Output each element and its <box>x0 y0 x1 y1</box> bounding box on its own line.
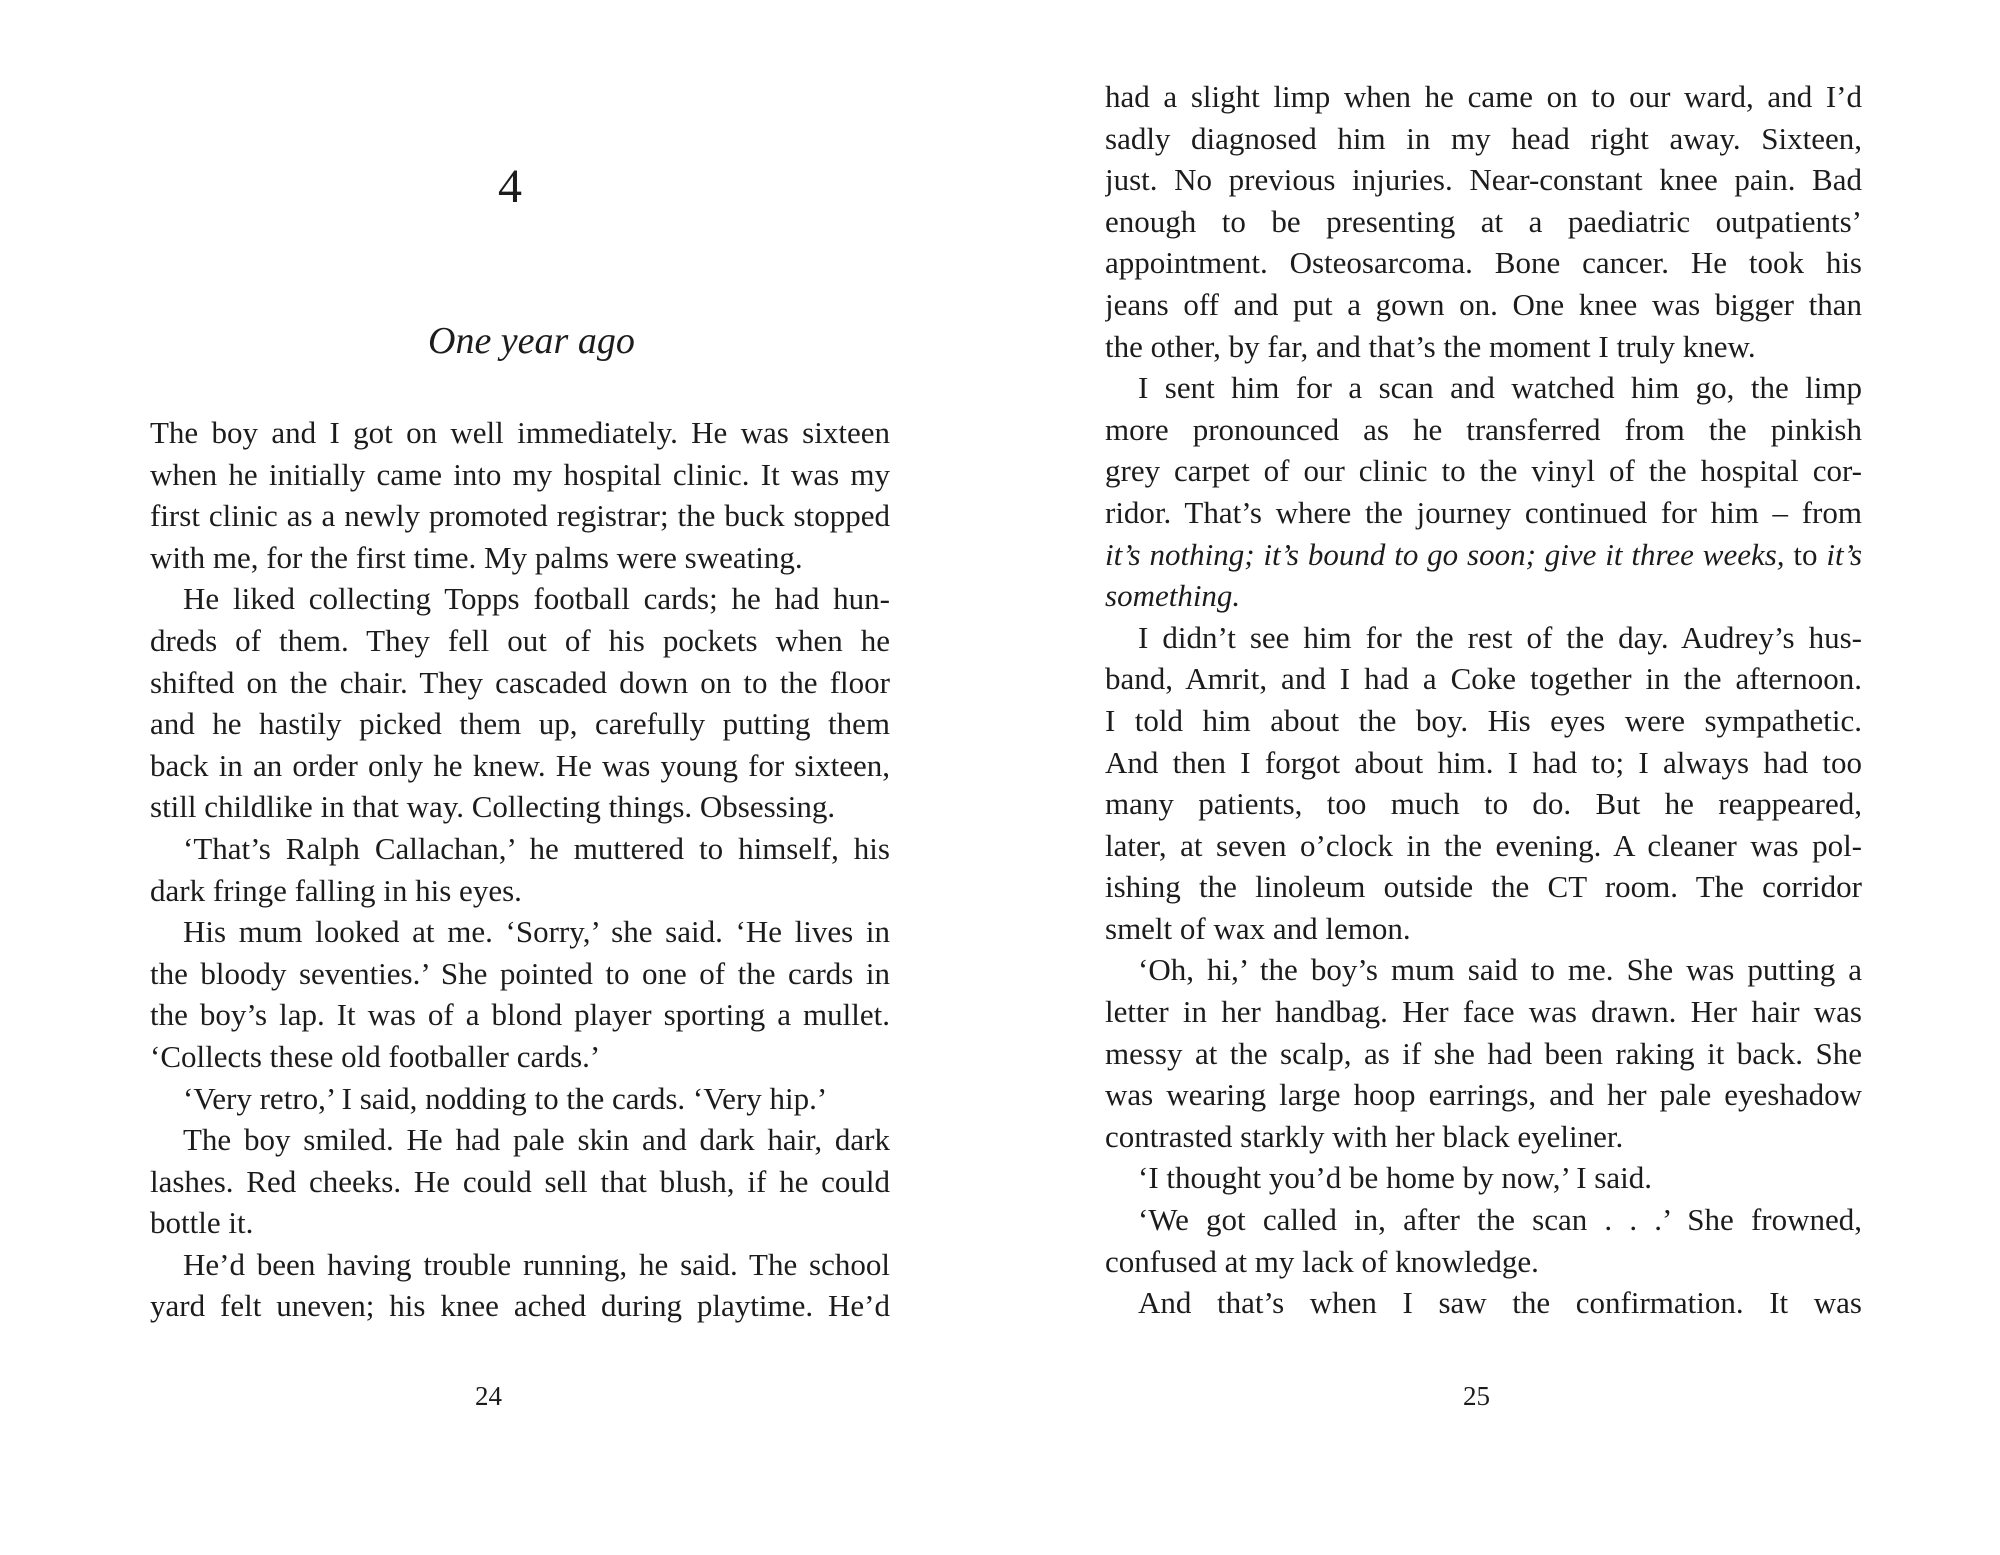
text-line: letter in her handbag. Her face was drawn. Her hair was <box>1105 994 1862 1030</box>
text-line: band, Amrit, and I had a Coke together in the afternoon. <box>1105 661 1862 697</box>
text-line: I told him about the boy. His eyes were sympathetic. <box>1105 702 1862 738</box>
text-line: later, at seven o’clock in the evening. A cleaner was pol- <box>1105 827 1862 863</box>
chapter-number: 4 <box>498 160 522 213</box>
text-line: confused at my lack of knowledge. <box>1105 1243 1539 1279</box>
text-line: His mum looked at me. ‘Sorry,’ she said. ‘He lives in <box>183 914 890 950</box>
text-line: jeans off and put a gown on. One knee was bigger than <box>1105 286 1862 322</box>
text-line: many patients, too much to do. But he reappeared, <box>1105 786 1862 822</box>
page-number: 24 <box>475 1381 502 1411</box>
text-line: dark fringe falling in his eyes. <box>150 872 522 908</box>
text-line: still childlike in that way. Collecting things. Obsessing. <box>150 789 836 825</box>
text-fragment: to <box>1793 536 1818 572</box>
text-line: The boy smiled. He had pale skin and dark hair, dark <box>183 1122 890 1158</box>
left-page-body <box>150 412 890 1327</box>
text-line: I sent him for a scan and watched him go, the limp <box>1138 370 1862 406</box>
text-line: first clinic as a newly promoted registrar; the buck stopped <box>150 498 890 534</box>
text-line: the boy’s lap. It was of a blond player sporting a mullet. <box>150 997 890 1033</box>
right-page <box>1000 0 2000 1555</box>
text-line: And that’s when I saw the confirmation. It was <box>1138 1285 1862 1321</box>
text-line: had a slight limp when he came on to our ward, and I’d <box>1105 79 1862 114</box>
text-line: more pronounced as he transferred from the pinkish <box>1105 411 1862 447</box>
text-line-mixed <box>1105 534 1862 576</box>
text-line: ridor. That’s where the journey continued for him – from <box>1105 494 1862 530</box>
text-line: the other, by far, and that’s the moment I truly knew. <box>1105 328 1756 364</box>
text-line: ‘Oh, hi,’ the boy’s mum said to me. She was putting a <box>1138 952 1862 988</box>
text-line: ‘That’s Ralph Callachan,’ he muttered to himself, his <box>183 830 890 866</box>
text-line: ‘Collects these old footballer cards.’ <box>150 1038 601 1074</box>
text-line: The boy and I got on well immediately. He was sixteen <box>150 415 890 450</box>
text-line: the bloody seventies.’ She pointed to one of the cards in <box>150 955 890 991</box>
text-line: shifted on the chair. They cascaded down on to the floor <box>150 664 890 700</box>
text-line: ‘Very retro,’ I said, nodding to the cards. ‘Very hip.’ <box>183 1080 828 1116</box>
text-line: ‘We got called in, after the scan . . .’ She frowned, <box>1138 1202 1862 1238</box>
text-line: I didn’t see him for the rest of the day. Audrey’s hus- <box>1138 619 1862 655</box>
chapter-subtitle: One year ago <box>428 320 635 362</box>
text-line: And then I forgot about him. I had to; I always had too <box>1105 744 1862 780</box>
right-page-body <box>1105 76 1862 1324</box>
text-line: smelt of wax and lemon. <box>1105 910 1411 946</box>
text-line: contrasted starkly with her black eyeliner. <box>1105 1118 1624 1154</box>
text-line: something. <box>1105 578 1241 614</box>
text-line: yard felt uneven; his knee ached during playtime. He’d <box>150 1288 890 1324</box>
text-line: and he hastily picked them up, carefully putting them <box>150 706 890 742</box>
text-line: ‘I thought you’d be home by now,’ I said. <box>1138 1160 1652 1196</box>
text-line: back in an order only he knew. He was young for sixteen, <box>150 747 890 783</box>
italic-phrase: it’s nothing; it’s bound to go soon; give it three weeks, <box>1105 536 1785 572</box>
text-line: lashes. Red cheeks. He could sell that blush, if he could <box>150 1163 890 1199</box>
text-line: grey carpet of our clinic to the vinyl of the hospital cor- <box>1105 453 1862 489</box>
text-line: with me, for the first time. My palms were sweating. <box>150 539 803 575</box>
italic-phrase: it’s <box>1826 536 1862 572</box>
text-line: appointment. Osteosarcoma. Bone cancer. He took his <box>1105 245 1862 281</box>
text-line: sadly diagnosed him in my head right away. Sixteen, <box>1105 120 1862 156</box>
text-line: He liked collecting Topps football cards; he had hun- <box>183 581 890 617</box>
text-line: was wearing large hoop earrings, and her pale eyeshadow <box>1105 1077 1862 1113</box>
text-line: ishing the linoleum outside the CT room. The corridor <box>1105 869 1862 905</box>
text-line: just. No previous injuries. Near-constant knee pain. Bad <box>1105 162 1862 198</box>
text-line: bottle it. <box>150 1205 254 1241</box>
page-number: 25 <box>1463 1381 1490 1411</box>
text-line: when he initially came into my hospital clinic. It was my <box>150 456 890 492</box>
text-line: enough to be presenting at a paediatric outpatients’ <box>1105 203 1862 239</box>
text-line: He’d been having trouble running, he said. The school <box>183 1246 890 1282</box>
text-line: dreds of them. They fell out of his pockets when he <box>150 622 890 658</box>
text-line: messy at the scalp, as if she had been raking it back. She <box>1105 1035 1862 1071</box>
